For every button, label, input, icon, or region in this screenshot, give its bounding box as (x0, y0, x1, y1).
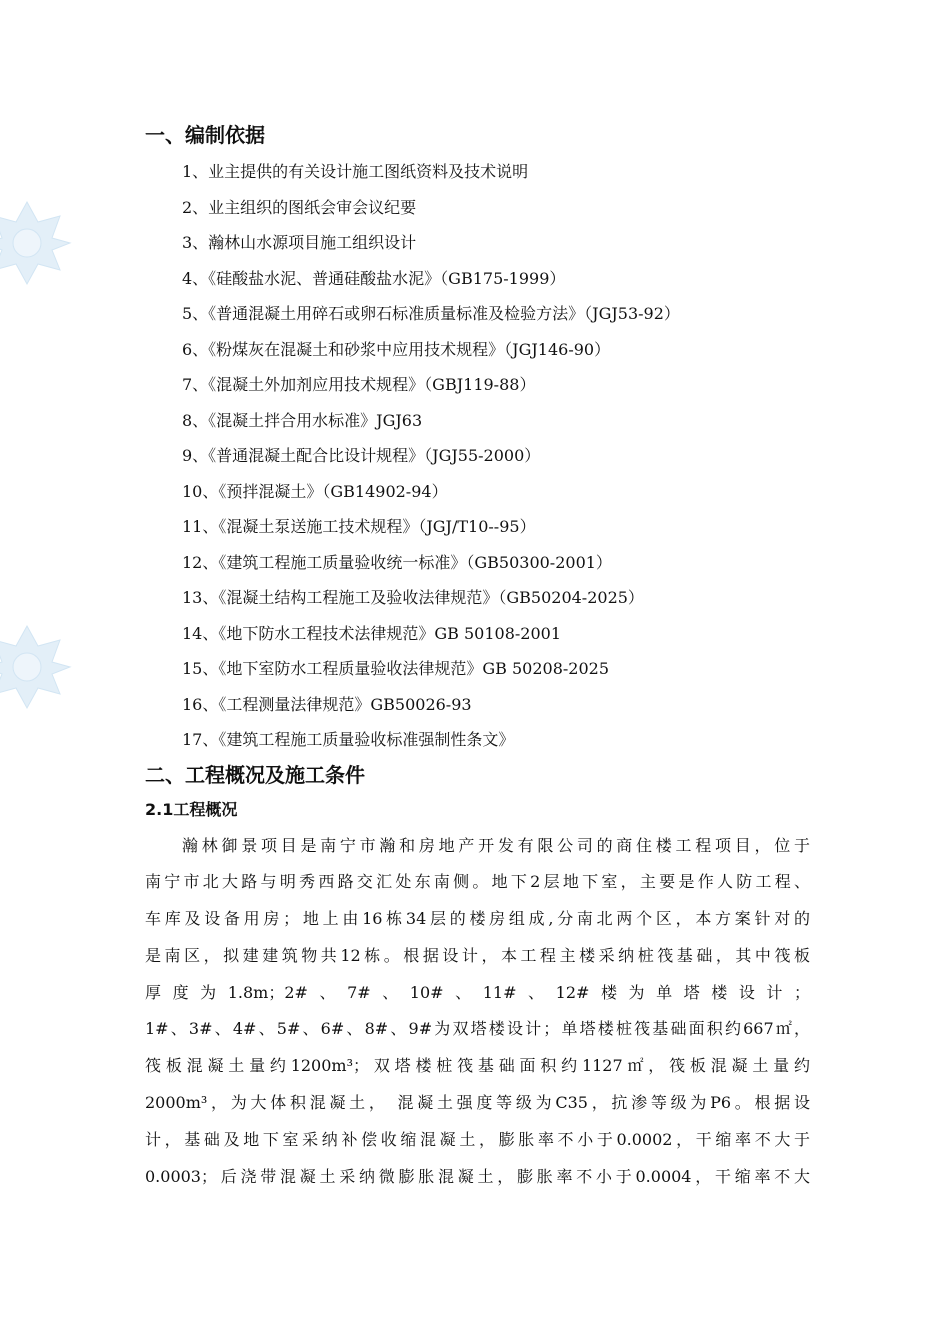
snowflake-watermark-icon (0, 198, 72, 288)
paragraph-line: 1#、3#、4#、5#、6#、8#、9#为双塔楼设计；单塔楼桩筏基础面积约667㎡， (145, 1019, 810, 1039)
list-item: 15、《地下室防水工程质量验收法律规范》GB 50208-2025 (182, 659, 610, 678)
list-item: 6、《粉煤灰在混凝土和砂浆中应用技术规程》（JGJ146-90） (182, 339, 611, 359)
snowflake-watermark-icon (0, 622, 72, 712)
overview-paragraph (145, 828, 810, 1196)
paragraph-line: 南宁市北大路与明秀西路交汇处东南侧。地下2层地下室，主要是作人防工程、 (145, 872, 810, 892)
paragraph-line: 2000m³，为大体积混凝土， 混凝土强度等级为C35，抗渗等级为P6。根据设 (145, 1093, 810, 1113)
list-item: 9、《普通混凝土配合比设计规程》（JGJ55-2000） (182, 446, 541, 465)
list-item: 10、《预拌混凝土》（GB14902-94） (182, 481, 448, 501)
reference-list (145, 154, 810, 758)
section-heading-overview: 二、工程概况及施工条件 (145, 762, 365, 787)
list-item: 1、业主提供的有关设计施工图纸资料及技术说明 (182, 162, 529, 181)
list-item: 16、《工程测量法律规范》GB50026-93 (182, 694, 472, 714)
paragraph-line: 是南区，拟建建筑物共12栋。根据设计，本工程主楼采纳桩筏基础，其中筏板 (145, 945, 810, 965)
paragraph-line: 厚度为1.8m；2#、7#、10#、11#、12#楼为单塔楼设计； (145, 982, 810, 1002)
list-item: 5、《普通混凝土用碎石或卵石标准质量标准及检验方法》（JGJ53-92） (182, 304, 680, 323)
paragraph-line: 0.0003；后浇带混凝土采纳微膨胀混凝土，膨胀率不小于0.0004，干缩率不大 (145, 1166, 810, 1186)
list-item: 8、《混凝土拌合用水标准》JGJ63 (182, 410, 423, 430)
paragraph-line: 瀚林御景项目是南宁市瀚和房地产开发有限公司的商住楼工程项目，位于 (182, 835, 810, 855)
list-item: 2、业主组织的图纸会审会议纪要 (182, 197, 417, 217)
list-item: 13、《混凝土结构工程施工及验收法律规范》（GB50204-2025） (182, 588, 644, 607)
document-content (145, 118, 810, 1195)
subsection-heading: 2.1工程概况 (145, 799, 238, 819)
list-item: 4、《硅酸盐水泥、普通硅酸盐水泥》（GB175-1999） (182, 268, 566, 288)
list-item: 7、《混凝土外加剂应用技术规程》（GBJ119-88） (182, 375, 536, 394)
paragraph-line: 计，基础及地下室采纳补偿收缩混凝土，膨胀率不小于0.0002，干缩率不大于 (145, 1129, 810, 1149)
paragraph-line: 车库及设备用房；地上由16栋34层的楼房组成,分南北两个区，本方案针对的 (145, 909, 810, 929)
section-heading-basis: 一、编制依据 (145, 123, 265, 147)
paragraph-line: 筏板混凝土量约1200m³；双塔楼桩筏基础面积约1127㎡，筏板混凝土量约 (145, 1056, 810, 1076)
list-item: 11、《混凝土泵送施工技术规程》（JGJ/T10--95） (182, 517, 536, 536)
list-item: 3、瀚林山水源项目施工组织设计 (182, 233, 417, 252)
list-item: 14、《地下防水工程技术法律规范》GB 50108-2001 (182, 623, 562, 643)
list-item: 17、《建筑工程施工质量验收标准强制性条文》 (182, 730, 515, 749)
list-item: 12、《建筑工程施工质量验收统一标准》（GB50300-2001） (182, 552, 612, 572)
